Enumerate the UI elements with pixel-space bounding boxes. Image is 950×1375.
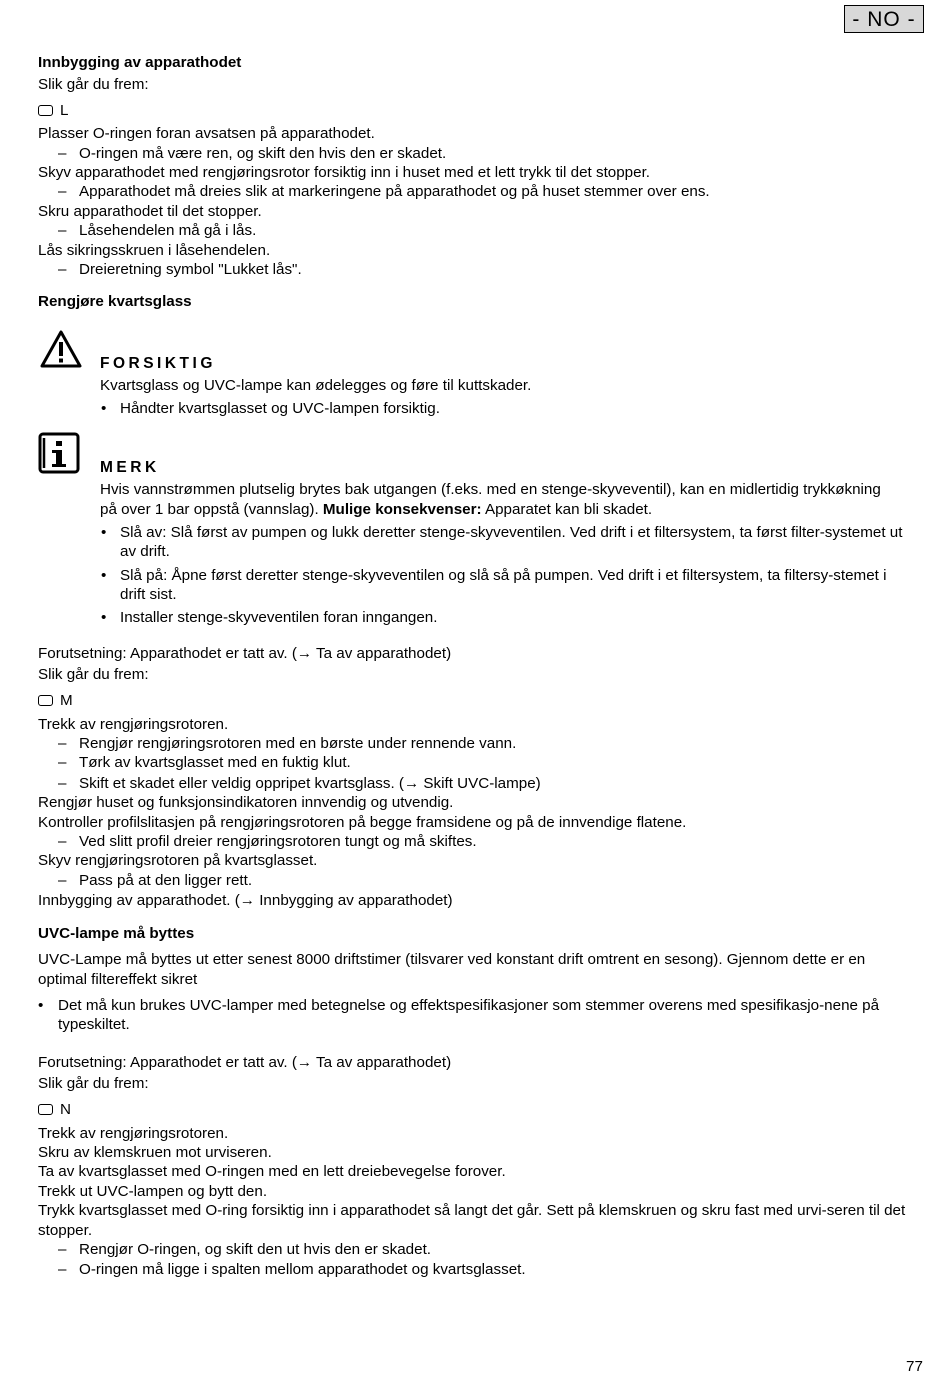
section-title-clean-quartz: Rengjøre kvartsglass: [38, 293, 192, 310]
sub-step: – O-ringen må ligge i spalten mellom apparathodet og kvartsglasset.: [58, 1260, 526, 1279]
sub-step: – Rengjør O-ringen, og skift den ut hvis den er skadet.: [58, 1240, 431, 1259]
prerequisite: Forutsetning: Apparathodet er tatt av. (→ Ta av apparathodet): [38, 645, 452, 662]
section-title-uvc-lamp: UVC-lampe må byttes: [38, 925, 195, 942]
step: Rengjør huset og funksjonsindikatoren innvendig og utvendig.: [38, 794, 454, 811]
procedure-intro: Slik går du frem:: [38, 1075, 149, 1092]
step: Plasser O-ringen foran avsatsen på apparathodet.: [38, 125, 375, 142]
sub-step: – Pass på at den ligger rett.: [58, 871, 252, 890]
caution-notice: [100, 354, 920, 417]
sub-step: – Tørk av kvartsglasset med en fuktig klut.: [58, 753, 351, 772]
step: Skyv rengjøringsrotoren på kvartsglasset.: [38, 852, 318, 869]
bullet-item: • Det må kun brukes UVC-lamper med betegnelse og effektspesifikasjoner som stemmer overens med spesifikasjo-nene på typeskiltet.: [38, 997, 880, 1033]
bullet-item: • Installer stenge-skyveventilen foran inngangen.: [101, 609, 438, 626]
info-note-icon: [38, 432, 80, 474]
sub-step: – O-ringen må være ren, og skift den hvis den er skadet.: [58, 144, 446, 163]
step: Skru av klemskruen mot urviseren.: [38, 1144, 272, 1161]
note-text: Hvis vannstrømmen plutselig brytes bak utgangen (f.eks. med en stenge-skyveventil), kan en midlertidig trykkøkning på over 1 bar oppstå (vannslag). Mulige konsekvenser: Apparatet kan bli skadet.: [100, 481, 881, 518]
prerequisite: Forutsetning: Apparathodet er tatt av. (→ Ta av apparathodet): [38, 1054, 452, 1071]
sub-step: – Låsehendelen må gå i lås.: [58, 221, 256, 240]
figure-ref: [38, 691, 73, 710]
step: Kontroller profilslitasjen på rengjøringsrotoren på begge framsidene og på de innvendige flatene.: [38, 814, 687, 831]
figure-ref: [38, 101, 68, 120]
bullet-item: • Slå på: Åpne først deretter stenge-skyveventilen og slå så på pumpen. Ved drift i et filtersystem, ta filtersy-stemet i drift sist.: [101, 567, 887, 603]
paragraph: UVC-Lampe må byttes ut etter senest 8000 driftstimer (tilsvarer ved konstant drift omtrent en sesong). Gjennom dette er en optimal filtereffekt sikret: [38, 951, 866, 988]
sub-step: – Dreieretning symbol "Lukket lås".: [58, 260, 302, 279]
step: Skru apparathodet til det stopper.: [38, 203, 262, 220]
figure-letter: L: [60, 102, 69, 119]
figure-box-icon: [38, 1104, 53, 1115]
step: Lås sikringsskruen i låsehendelen.: [38, 242, 271, 259]
section-title-installation: Innbygging av apparathodet: [38, 54, 242, 71]
sub-step: – Apparathodet må dreies slik at markeringene på apparathodet og på huset stemmer over ens.: [58, 182, 710, 201]
figure-box-icon: [38, 695, 53, 706]
step: Ta av kvartsglasset med O-ringen med en lett dreiebevegelse forover.: [38, 1163, 506, 1180]
step: Skyv apparathodet med rengjøringsrotor forsiktig inn i huset med et lett trykk til det stopper.: [38, 164, 651, 181]
caution-title: FORSIKTIG: [100, 355, 216, 372]
note-title: MERK: [100, 459, 160, 476]
bullet-item: • Slå av: Slå først av pumpen og lukk deretter stenge-skyveventilen. Ved drift i et filtersystem, ta først filter-systemet ut av drift.: [101, 524, 903, 560]
language-tag: - NO -: [844, 5, 924, 33]
figure-letter: N: [60, 1101, 71, 1118]
step: Trekk av rengjøringsrotoren.: [38, 716, 229, 733]
sub-step: – Ved slitt profil dreier rengjøringsrotoren tungt og må skiftes.: [58, 832, 477, 851]
step: Innbygging av apparathodet. (→ Innbygging av apparathodet): [38, 892, 453, 909]
caution-text: Kvartsglass og UVC-lampe kan ødelegges og føre til kuttskader.: [100, 377, 532, 394]
step: Trykk kvartsglasset med O-ring forsiktig inn i apparathodet så langt det går. Sett på klemskruen og skru fast med urvi-seren til det stopper.: [38, 1202, 906, 1239]
figure-box-icon: [38, 105, 53, 116]
step: Trekk ut UVC-lampen og bytt den.: [38, 1183, 268, 1200]
sub-step: – Skift et skadet eller veldig oppripet kvartsglass. (→ Skift UVC-lampe): [58, 774, 541, 793]
page-number: 77: [906, 1358, 923, 1375]
bullet-item: • Håndter kvartsglasset og UVC-lampen forsiktig.: [101, 400, 440, 417]
procedure-intro: Slik går du frem:: [38, 76, 149, 93]
figure-letter: M: [60, 692, 73, 709]
warning-triangle-icon: [39, 329, 83, 369]
step: Trekk av rengjøringsrotoren.: [38, 1125, 229, 1142]
sub-step: – Rengjør rengjøringsrotoren med en børste under rennende vann.: [58, 734, 516, 753]
procedure-intro: Slik går du frem:: [38, 666, 149, 683]
note-notice: [100, 458, 920, 626]
figure-ref: [38, 1100, 71, 1119]
